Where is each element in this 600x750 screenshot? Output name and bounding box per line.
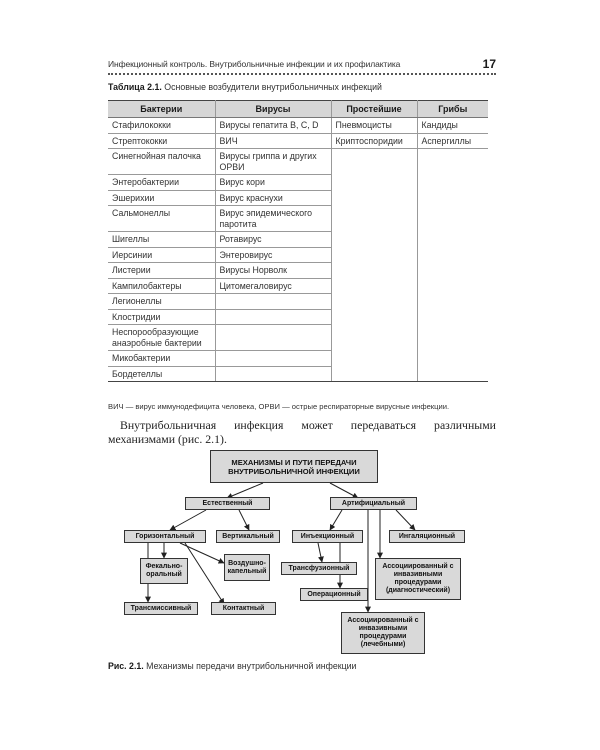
vertical-box: Вертикальный <box>216 530 280 543</box>
table-cell-bacteria: Энтеробактерии <box>108 175 215 191</box>
transfusion-box: Трансфузионный <box>281 562 357 575</box>
table-cell-bacteria: Эшерихии <box>108 190 215 206</box>
invasive-diagnostic-box: Ассоциированный с инвазивными процедурами (диагностический) <box>375 558 461 600</box>
table-cell-bacteria: Неспорообразующие анаэробные бактерии <box>108 325 215 351</box>
natural-box: Естественный <box>185 497 270 510</box>
table-cell-bacteria: Кампилобактеры <box>108 278 215 294</box>
diagram-title-box: МЕХАНИЗМЫ И ПУТИ ПЕРЕДАЧИ ВНУТРИБОЛЬНИЧНОЙ ИНФЕКЦИИ <box>210 450 378 483</box>
table-cell-bacteria: Синегнойная палочка <box>108 149 215 175</box>
invasive-therapeutic-box: Ассоциированный с инвазивными процедурами (лечебными) <box>341 612 425 654</box>
table-cell-viruses: Вирус краснухи <box>215 190 331 206</box>
table-cell-bacteria: Клостридии <box>108 309 215 325</box>
column-header-viruses: Вирусы <box>215 101 331 118</box>
table-cell-bacteria: Стрептококки <box>108 133 215 149</box>
arrow-artificial-to-injection <box>330 510 342 530</box>
table-cell-bacteria: Микобактерии <box>108 351 215 367</box>
arrow-injection-to-transfusion <box>318 543 322 562</box>
table-caption-label: Таблица 2.1. <box>108 82 162 92</box>
running-title: Инфекционный контроль. Внутрибольничные инфекции и их профилактика <box>108 59 401 69</box>
table-cell-bacteria: Сальмонеллы <box>108 206 215 232</box>
table-cell-bacteria: Бордетеллы <box>108 366 215 382</box>
page-number: 17 <box>482 57 496 71</box>
table-cell-protozoa: Пневмоцисты <box>331 118 417 134</box>
transmissive-box: Трансмиссивный <box>124 602 198 615</box>
table-caption-text: Основные возбудители внутрибольничных инфекций <box>161 82 382 92</box>
table-cell-viruses: Цитомегаловирус <box>215 278 331 294</box>
figure-caption-text: Механизмы передачи внутрибольничной инфекции <box>143 661 357 671</box>
column-header-fungi: Грибы <box>417 101 488 118</box>
table-cell-viruses: Вирус эпидемического паротита <box>215 206 331 232</box>
table-cell-viruses: Вирус кори <box>215 175 331 191</box>
table-cell-bacteria: Легионеллы <box>108 294 215 310</box>
table-cell-bacteria: Иерсинии <box>108 247 215 263</box>
operative-box: Операционный <box>300 588 368 601</box>
arrow-natural-to-horizontal <box>170 510 206 530</box>
contact-box: Контактный <box>211 602 276 615</box>
table-cell-viruses: Вирусы гриппа и других ОРВИ <box>215 149 331 175</box>
arrow-natural-to-vertical <box>239 510 249 530</box>
table-footnote: ВИЧ — вирус иммунодефицита человека, ОРВИ — острые респираторные вирусные инфекции. <box>108 402 450 411</box>
arrow-artificial-to-inhalation <box>396 510 415 530</box>
horizontal-box: Горизонтальный <box>124 530 206 543</box>
table-cell-viruses: Ротавирус <box>215 232 331 248</box>
column-header-bacteria: Бактерии <box>108 101 215 118</box>
table-cell-bacteria: Стафилококки <box>108 118 215 134</box>
injection-box: Инъекционный <box>292 530 363 543</box>
table-cell-bacteria: Шигеллы <box>108 232 215 248</box>
figure-caption-label: Рис. 2.1. <box>108 661 144 671</box>
table-cell-fungi: Аспергиллы <box>417 133 488 149</box>
body-paragraph: Внутрибольничная инфекция может передаваться различными механизмами (рис. 2.1). <box>108 418 496 446</box>
artificial-box: Артифициальный <box>330 497 417 510</box>
table-cell-viruses: ВИЧ <box>215 133 331 149</box>
arrow-title-to-artificial <box>330 483 358 498</box>
table-cell-fungi: Кандиды <box>417 118 488 134</box>
fecal-oral-box: Фекально-оральный <box>140 558 188 584</box>
arrow-title-to-natural <box>227 483 263 498</box>
inhalation-box: Ингаляционный <box>389 530 465 543</box>
table-cell-viruses: Вирусы гепатита B, C, D <box>215 118 331 134</box>
airborne-box: Воздушно-капельный <box>224 554 270 581</box>
arrow-horizontal-to-contact <box>185 543 224 604</box>
table-cell-protozoa: Криптоспоридии <box>331 133 417 149</box>
table-cell-viruses: Вирусы Норволк <box>215 263 331 279</box>
table-cell-bacteria: Листерии <box>108 263 215 279</box>
column-header-protozoa: Простейшие <box>331 101 417 118</box>
figure-caption <box>108 661 356 671</box>
table-cell-viruses: Энтеровирус <box>215 247 331 263</box>
